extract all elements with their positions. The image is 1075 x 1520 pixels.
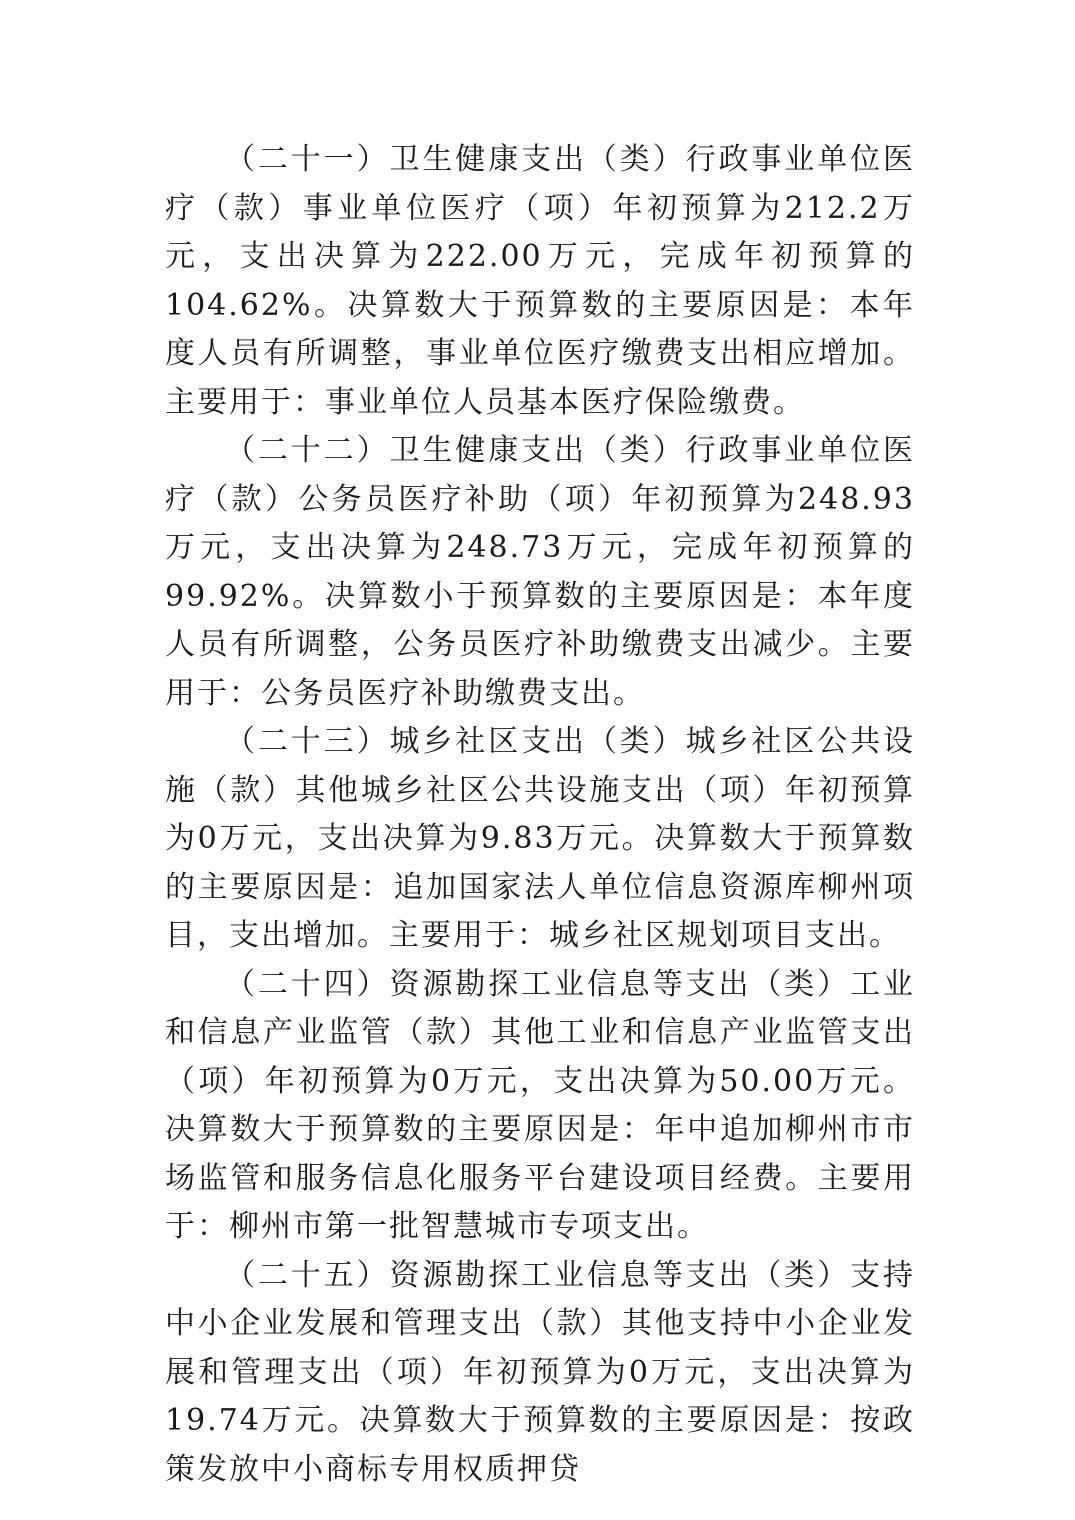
paragraph-25: （二十五）资源勘探工业信息等支出（类）支持中小企业发展和管理支出（款）其他支持中小企业发展和管理支出（项）年初预算为0万元，支出决算为19.74万元。决算数大于预算数的主要原因是：按政策发放中小商标专用权质押贷	[165, 1257, 915, 1487]
body-text	[165, 136, 915, 1494]
paragraph-23: （二十三）城乡社区支出（类）城乡社区公共设施（款）其他城乡社区公共设施支出（项）年初预算为0万元，支出决算为9.83万元。决算数大于预算数的主要原因是：追加国家法人单位信息资源库柳州项目，支出增加。主要用于：城乡社区规划项目支出。	[165, 724, 915, 953]
paragraph-21: （二十一）卫生健康支出（类）行政事业单位医疗（款）事业单位医疗（项）年初预算为212.2万元，支出决算为222.00万元，完成年初预算的104.62%。决算数大于预算数的主要原因是：本年度人员有所调整，事业单位医疗缴费支出相应增加。主要用于：事业单位人员基本医疗保险缴费。	[165, 142, 915, 420]
paragraph-24: （二十四）资源勘探工业信息等支出（类）工业和信息产业监管（款）其他工业和信息产业监管支出（项）年初预算为0万元，支出决算为50.00万元。决算数大于预算数的主要原因是：年中追加柳州市市场监管和服务信息化服务平台建设项目经费。主要用于：柳州市第一批智慧城市专项支出。	[165, 966, 915, 1244]
paragraph-22: （二十二）卫生健康支出（类）行政事业单位医疗（款）公务员医疗补助（项）年初预算为248.93万元，支出决算为248.73万元，完成年初预算的99.92%。决算数小于预算数的主要原因是：本年度人员有所调整，公务员医疗补助缴费支出减少。主要用于：公务员医疗补助缴费支出。	[165, 433, 915, 711]
